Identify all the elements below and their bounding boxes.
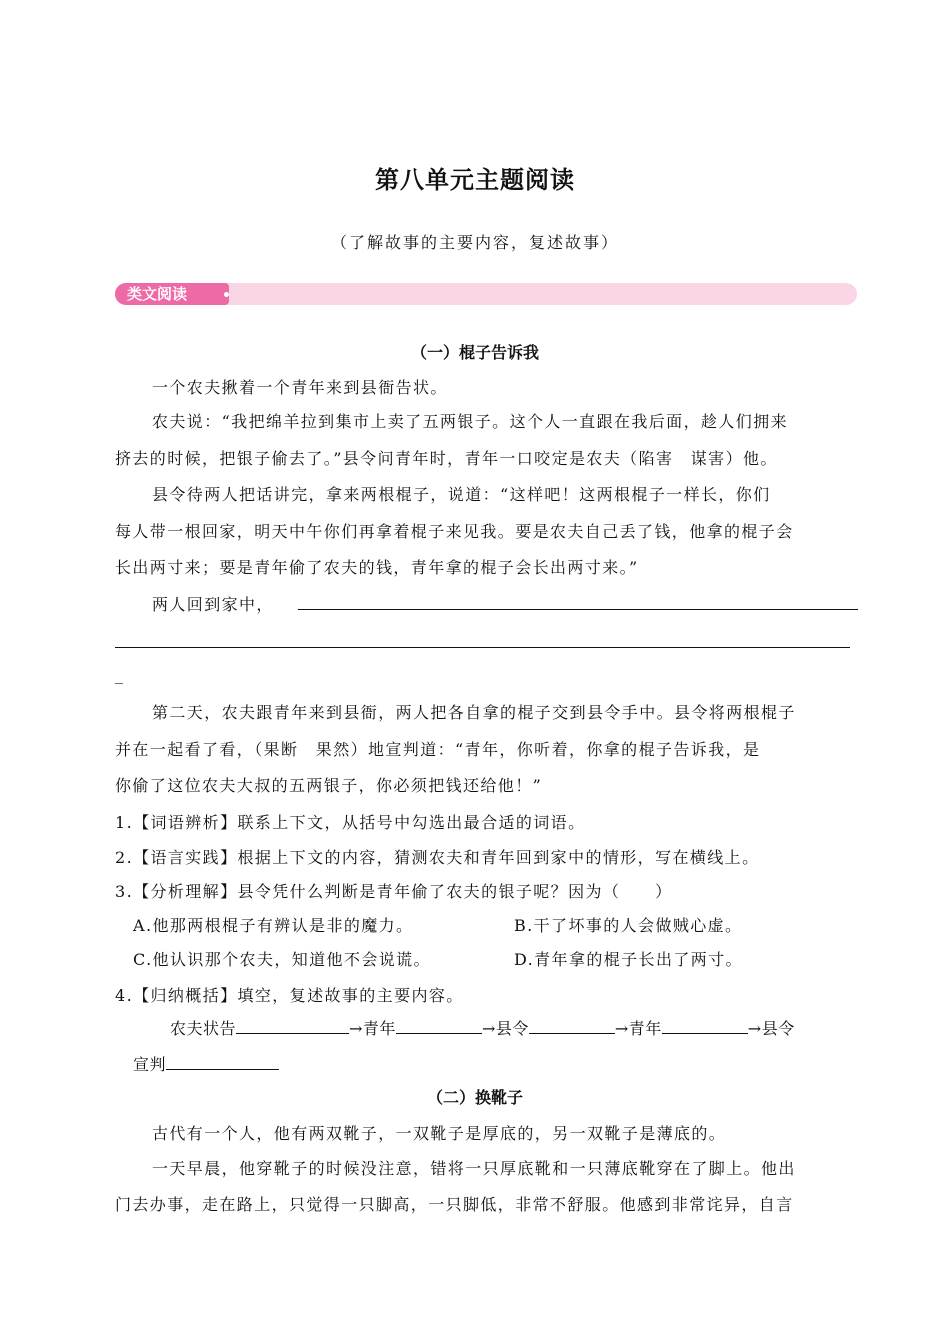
flow-step: →县令	[481, 1019, 529, 1038]
flow-blank[interactable]	[529, 1019, 615, 1034]
story2-paragraph: 门去办事，走在路上，只觉得一只脚高，一只脚低，非常不舒服。他感到非常诧异，自言	[115, 1195, 794, 1214]
question-1: 1.【词语辨析】联系上下文，从括号中勾选出最合适的词语。	[115, 813, 586, 832]
question-4: 4.【归纳概括】填空，复述故事的主要内容。	[115, 986, 464, 1005]
answer-line[interactable]	[115, 646, 850, 648]
answer-line[interactable]	[298, 608, 858, 610]
page-subtitle: （了解故事的主要内容，复述故事）	[330, 233, 619, 252]
story1-paragraph: 一个农夫揪着一个青年来到县衙告状。	[152, 378, 448, 397]
flow-blank[interactable]	[166, 1055, 279, 1070]
flow-step: →县令	[747, 1019, 795, 1038]
story1-paragraph: 每人带一根回家，明天中午你们再拿着棍子来见我。要是农夫自己丢了钱，他拿的棍子会	[115, 522, 794, 541]
summary-flow	[170, 1016, 795, 1039]
story1-paragraph: 第二天，农夫跟青年来到县衙，两人把各自拿的棍子交到县令手中。县令将两根棍子	[152, 703, 796, 722]
flow-step: →青年	[349, 1019, 396, 1038]
flow-step: 农夫状告	[170, 1019, 237, 1038]
option-d[interactable]: D.青年拿的棍子长出了两寸。	[514, 950, 743, 969]
question-3: 3.【分析理解】县令凭什么判断是青年偷了农夫的银子呢？因为（ ）	[115, 882, 673, 901]
story1-title: （一）棍子告诉我	[410, 343, 539, 362]
story2-title: （二）换靴子	[426, 1088, 523, 1107]
option-c[interactable]: C.他认识那个农夫，知道他不会说谎。	[133, 950, 431, 969]
option-b[interactable]: B.干了坏事的人会做贼心虚。	[514, 916, 743, 935]
story1-paragraph: 挤去的时候，把银子偷去了。”县令问青年时，青年一口咬定是农夫（陷害 谋害）他。	[115, 449, 778, 468]
flow-blank[interactable]	[396, 1019, 482, 1034]
page-title: 第八单元主题阅读	[375, 166, 575, 194]
flow-step: 宣判	[133, 1055, 167, 1074]
story1-paragraph: 你偷了这位农夫大叔的五两银子，你必须把钱还给他！”	[115, 776, 543, 795]
summary-flow-cont	[133, 1052, 279, 1075]
section-banner-label: 类文阅读	[115, 283, 229, 305]
story1-paragraph: 农夫说：“我把绵羊拉到集市上卖了五两银子。这个人一直跟在我后面，趁人们拥来	[152, 412, 788, 431]
flow-step: →青年	[614, 1019, 662, 1038]
flow-blank[interactable]	[662, 1019, 748, 1034]
stray-mark: _	[115, 665, 125, 684]
story2-paragraph: 古代有一个人，他有两双靴子，一双靴子是厚底的，另一双靴子是薄底的。	[152, 1124, 727, 1143]
flow-blank[interactable]	[236, 1019, 349, 1034]
question-2: 2.【语言实践】根据上下文的内容，猜测农夫和青年回到家中的情形，写在横线上。	[115, 848, 760, 867]
story1-paragraph: 两人回到家中，	[152, 595, 274, 614]
story1-paragraph: 长出两寸来；要是青年偷了农夫的钱，青年拿的棍子会长出两寸来。”	[115, 558, 639, 577]
story1-paragraph: 县令待两人把话讲完，拿来两根棍子，说道：“这样吧！这两根棍子一样长，你们	[152, 485, 771, 504]
story1-paragraph: 并在一起看了看，（果断 果然）地宣判道：“青年，你听着，你拿的棍子告诉我，是	[115, 740, 761, 759]
banner-dot-icon	[224, 292, 229, 297]
option-a[interactable]: A.他那两根棍子有辨认是非的魔力。	[133, 916, 414, 935]
story2-paragraph: 一天早晨，他穿靴子的时候没注意，错将一只厚底靴和一只薄底靴穿在了脚上。他出	[152, 1159, 796, 1178]
